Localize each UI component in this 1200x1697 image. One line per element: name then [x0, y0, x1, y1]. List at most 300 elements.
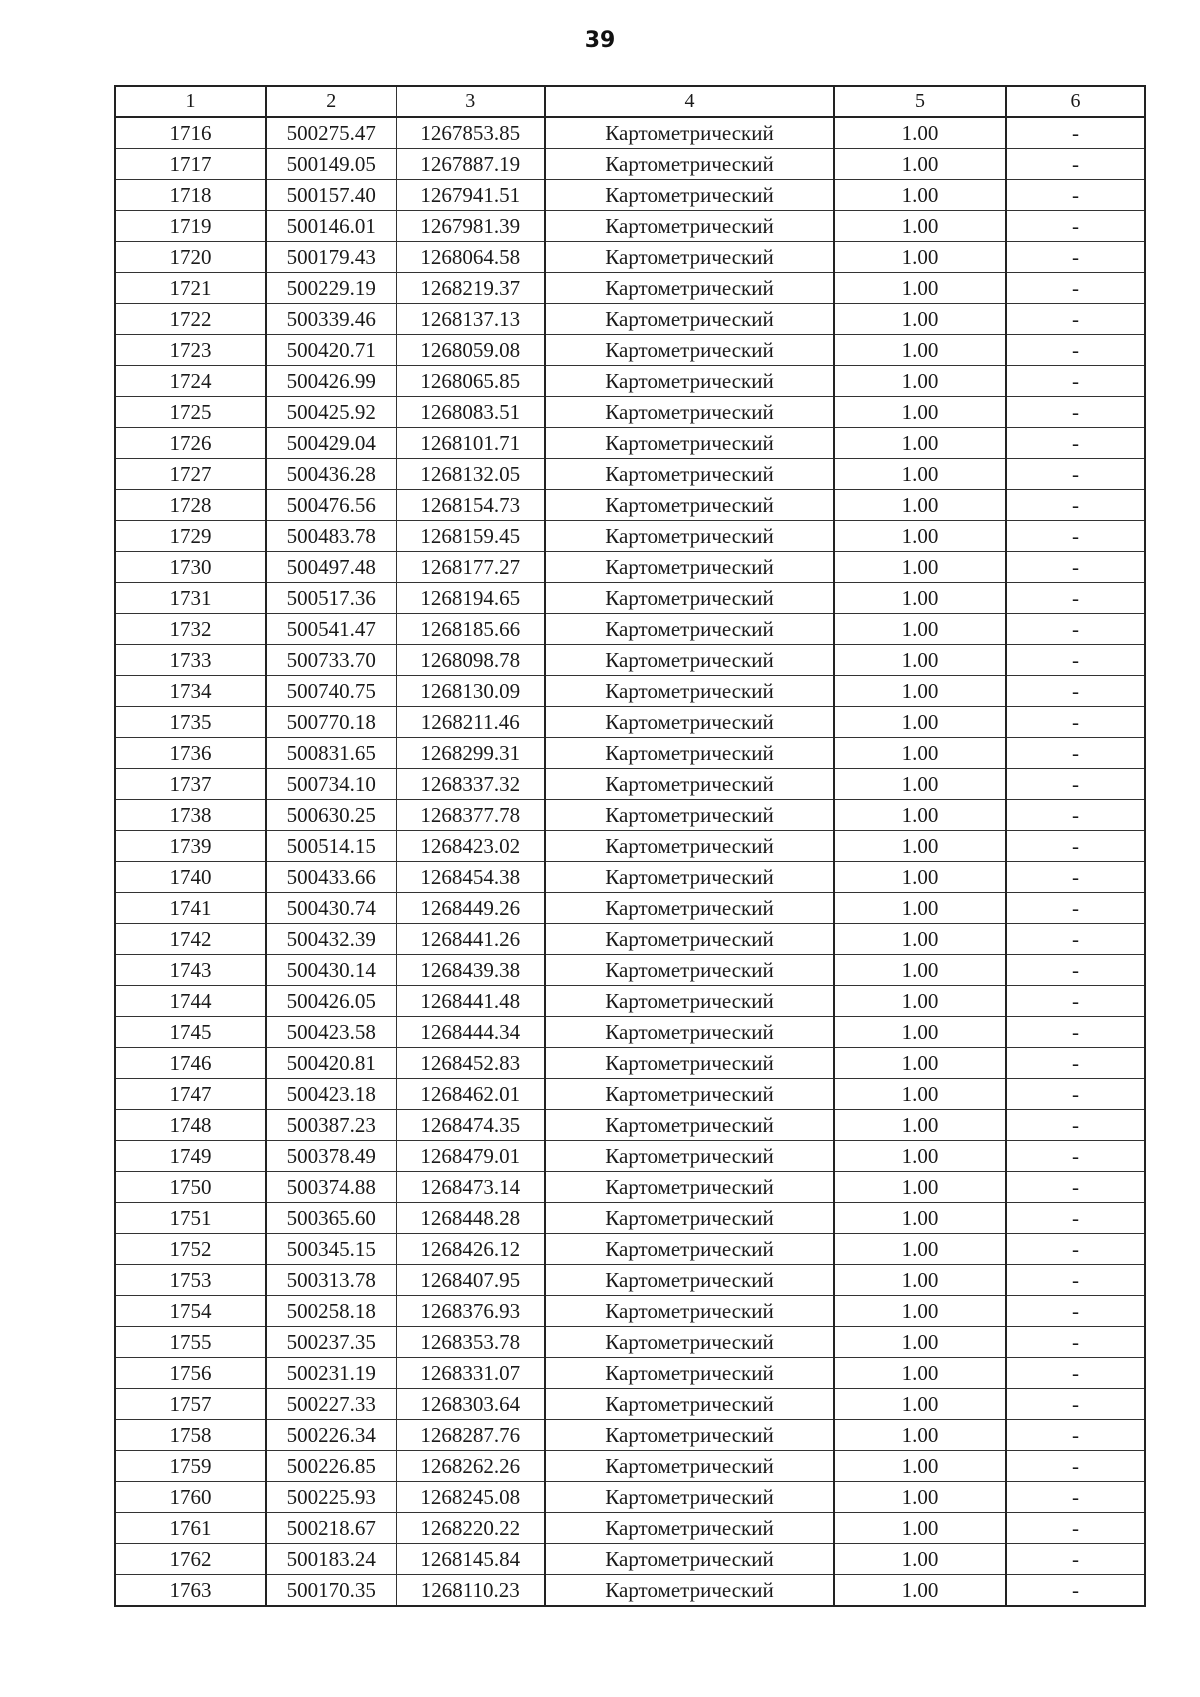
x-coordinate-cell: 500146.01 [266, 211, 396, 242]
table-row [115, 304, 1145, 335]
note-cell: - [1006, 242, 1145, 273]
point-number-cell: 1729 [115, 521, 266, 552]
accuracy-cell: 1.00 [834, 1358, 1006, 1389]
accuracy-cell: 1.00 [834, 707, 1006, 738]
method-cell: Картометрический [545, 1513, 834, 1544]
y-coordinate-cell: 1267853.85 [396, 117, 545, 149]
accuracy-cell: 1.00 [834, 149, 1006, 180]
y-coordinate-cell: 1268452.83 [396, 1048, 545, 1079]
y-coordinate-cell: 1268101.71 [396, 428, 545, 459]
note-cell: - [1006, 1389, 1145, 1420]
accuracy-cell: 1.00 [834, 1079, 1006, 1110]
x-coordinate-cell: 500426.05 [266, 986, 396, 1017]
x-coordinate-cell: 500374.88 [266, 1172, 396, 1203]
column-header-1: 1 [115, 86, 266, 117]
point-number-cell: 1757 [115, 1389, 266, 1420]
accuracy-cell: 1.00 [834, 1265, 1006, 1296]
accuracy-cell: 1.00 [834, 1513, 1006, 1544]
note-cell: - [1006, 335, 1145, 366]
y-coordinate-cell: 1268065.85 [396, 366, 545, 397]
column-header-2: 2 [266, 86, 396, 117]
note-cell: - [1006, 211, 1145, 242]
table-row [115, 1451, 1145, 1482]
point-number-cell: 1759 [115, 1451, 266, 1482]
x-coordinate-cell: 500430.14 [266, 955, 396, 986]
x-coordinate-cell: 500517.36 [266, 583, 396, 614]
accuracy-cell: 1.00 [834, 614, 1006, 645]
column-header-3: 3 [396, 86, 545, 117]
note-cell: - [1006, 1265, 1145, 1296]
point-number-cell: 1749 [115, 1141, 266, 1172]
x-coordinate-cell: 500429.04 [266, 428, 396, 459]
method-cell: Картометрический [545, 893, 834, 924]
note-cell: - [1006, 769, 1145, 800]
note-cell: - [1006, 1296, 1145, 1327]
point-number-cell: 1722 [115, 304, 266, 335]
accuracy-cell: 1.00 [834, 117, 1006, 149]
method-cell: Картометрический [545, 1389, 834, 1420]
note-cell: - [1006, 1327, 1145, 1358]
note-cell: - [1006, 552, 1145, 583]
x-coordinate-cell: 500179.43 [266, 242, 396, 273]
point-number-cell: 1763 [115, 1575, 266, 1607]
note-cell: - [1006, 1110, 1145, 1141]
x-coordinate-cell: 500476.56 [266, 490, 396, 521]
y-coordinate-cell: 1268444.34 [396, 1017, 545, 1048]
point-number-cell: 1741 [115, 893, 266, 924]
note-cell: - [1006, 707, 1145, 738]
table-row [115, 738, 1145, 769]
accuracy-cell: 1.00 [834, 676, 1006, 707]
note-cell: - [1006, 1420, 1145, 1451]
note-cell: - [1006, 1048, 1145, 1079]
point-number-cell: 1726 [115, 428, 266, 459]
x-coordinate-cell: 500183.24 [266, 1544, 396, 1575]
x-coordinate-cell: 500541.47 [266, 614, 396, 645]
method-cell: Картометрический [545, 924, 834, 955]
table-body [115, 117, 1145, 1606]
table-row [115, 769, 1145, 800]
table-row [115, 335, 1145, 366]
accuracy-cell: 1.00 [834, 1234, 1006, 1265]
note-cell: - [1006, 304, 1145, 335]
accuracy-cell: 1.00 [834, 428, 1006, 459]
x-coordinate-cell: 500218.67 [266, 1513, 396, 1544]
note-cell: - [1006, 986, 1145, 1017]
accuracy-cell: 1.00 [834, 738, 1006, 769]
point-number-cell: 1735 [115, 707, 266, 738]
x-coordinate-cell: 500733.70 [266, 645, 396, 676]
point-number-cell: 1760 [115, 1482, 266, 1513]
accuracy-cell: 1.00 [834, 180, 1006, 211]
accuracy-cell: 1.00 [834, 769, 1006, 800]
x-coordinate-cell: 500345.15 [266, 1234, 396, 1265]
table-row [115, 180, 1145, 211]
page-number: 39 [584, 28, 616, 53]
point-number-cell: 1743 [115, 955, 266, 986]
table-row [115, 986, 1145, 1017]
x-coordinate-cell: 500740.75 [266, 676, 396, 707]
method-cell: Картометрический [545, 459, 834, 490]
y-coordinate-cell: 1268449.26 [396, 893, 545, 924]
y-coordinate-cell: 1268064.58 [396, 242, 545, 273]
table-row [115, 1575, 1145, 1607]
table-row [115, 645, 1145, 676]
x-coordinate-cell: 500497.48 [266, 552, 396, 583]
accuracy-cell: 1.00 [834, 1575, 1006, 1607]
y-coordinate-cell: 1268441.48 [396, 986, 545, 1017]
method-cell: Картометрический [545, 1017, 834, 1048]
y-coordinate-cell: 1268154.73 [396, 490, 545, 521]
method-cell: Картометрический [545, 552, 834, 583]
point-number-cell: 1737 [115, 769, 266, 800]
y-coordinate-cell: 1268132.05 [396, 459, 545, 490]
method-cell: Картометрический [545, 1079, 834, 1110]
x-coordinate-cell: 500387.23 [266, 1110, 396, 1141]
x-coordinate-cell: 500420.81 [266, 1048, 396, 1079]
accuracy-cell: 1.00 [834, 521, 1006, 552]
accuracy-cell: 1.00 [834, 397, 1006, 428]
point-number-cell: 1762 [115, 1544, 266, 1575]
point-number-cell: 1723 [115, 335, 266, 366]
accuracy-cell: 1.00 [834, 242, 1006, 273]
note-cell: - [1006, 490, 1145, 521]
x-coordinate-cell: 500231.19 [266, 1358, 396, 1389]
table-row [115, 1172, 1145, 1203]
table-row [115, 366, 1145, 397]
note-cell: - [1006, 800, 1145, 831]
note-cell: - [1006, 521, 1145, 552]
y-coordinate-cell: 1267941.51 [396, 180, 545, 211]
point-number-cell: 1746 [115, 1048, 266, 1079]
table-row [115, 1203, 1145, 1234]
accuracy-cell: 1.00 [834, 304, 1006, 335]
note-cell: - [1006, 1234, 1145, 1265]
method-cell: Картометрический [545, 1544, 834, 1575]
x-coordinate-cell: 500436.28 [266, 459, 396, 490]
point-number-cell: 1728 [115, 490, 266, 521]
y-coordinate-cell: 1268110.23 [396, 1575, 545, 1607]
method-cell: Картометрический [545, 800, 834, 831]
method-cell: Картометрический [545, 955, 834, 986]
x-coordinate-cell: 500225.93 [266, 1482, 396, 1513]
point-number-cell: 1747 [115, 1079, 266, 1110]
method-cell: Картометрический [545, 583, 834, 614]
y-coordinate-cell: 1268303.64 [396, 1389, 545, 1420]
point-number-cell: 1750 [115, 1172, 266, 1203]
x-coordinate-cell: 500433.66 [266, 862, 396, 893]
y-coordinate-cell: 1267887.19 [396, 149, 545, 180]
column-header-6: 6 [1006, 86, 1145, 117]
y-coordinate-cell: 1268439.38 [396, 955, 545, 986]
method-cell: Картометрический [545, 490, 834, 521]
point-number-cell: 1745 [115, 1017, 266, 1048]
y-coordinate-cell: 1268454.38 [396, 862, 545, 893]
note-cell: - [1006, 862, 1145, 893]
note-cell: - [1006, 1451, 1145, 1482]
accuracy-cell: 1.00 [834, 1544, 1006, 1575]
point-number-cell: 1761 [115, 1513, 266, 1544]
note-cell: - [1006, 1172, 1145, 1203]
accuracy-cell: 1.00 [834, 1482, 1006, 1513]
table-row [115, 800, 1145, 831]
table-row [115, 862, 1145, 893]
x-coordinate-cell: 500378.49 [266, 1141, 396, 1172]
note-cell: - [1006, 1482, 1145, 1513]
point-number-cell: 1725 [115, 397, 266, 428]
note-cell: - [1006, 273, 1145, 304]
point-number-cell: 1744 [115, 986, 266, 1017]
method-cell: Картометрический [545, 1358, 834, 1389]
accuracy-cell: 1.00 [834, 986, 1006, 1017]
table-row [115, 459, 1145, 490]
x-coordinate-cell: 500339.46 [266, 304, 396, 335]
method-cell: Картометрический [545, 1420, 834, 1451]
point-number-cell: 1736 [115, 738, 266, 769]
point-number-cell: 1724 [115, 366, 266, 397]
table-row [115, 1513, 1145, 1544]
y-coordinate-cell: 1268353.78 [396, 1327, 545, 1358]
method-cell: Картометрический [545, 1296, 834, 1327]
accuracy-cell: 1.00 [834, 335, 1006, 366]
coordinates-table [114, 85, 1146, 1607]
x-coordinate-cell: 500149.05 [266, 149, 396, 180]
method-cell: Картометрический [545, 831, 834, 862]
accuracy-cell: 1.00 [834, 924, 1006, 955]
note-cell: - [1006, 1575, 1145, 1607]
note-cell: - [1006, 1141, 1145, 1172]
note-cell: - [1006, 583, 1145, 614]
y-coordinate-cell: 1268219.37 [396, 273, 545, 304]
note-cell: - [1006, 1017, 1145, 1048]
accuracy-cell: 1.00 [834, 552, 1006, 583]
note-cell: - [1006, 676, 1145, 707]
point-number-cell: 1731 [115, 583, 266, 614]
note-cell: - [1006, 117, 1145, 149]
table-row [115, 1079, 1145, 1110]
note-cell: - [1006, 614, 1145, 645]
method-cell: Картометрический [545, 117, 834, 149]
method-cell: Картометрический [545, 707, 834, 738]
table-row [115, 1544, 1145, 1575]
method-cell: Картометрический [545, 1327, 834, 1358]
table-row [115, 614, 1145, 645]
table-row [115, 1234, 1145, 1265]
method-cell: Картометрический [545, 1234, 834, 1265]
method-cell: Картометрический [545, 1141, 834, 1172]
method-cell: Картометрический [545, 242, 834, 273]
table-row [115, 1482, 1145, 1513]
y-coordinate-cell: 1268098.78 [396, 645, 545, 676]
accuracy-cell: 1.00 [834, 211, 1006, 242]
method-cell: Картометрический [545, 769, 834, 800]
method-cell: Картометрический [545, 397, 834, 428]
note-cell: - [1006, 831, 1145, 862]
y-coordinate-cell: 1268145.84 [396, 1544, 545, 1575]
note-cell: - [1006, 180, 1145, 211]
point-number-cell: 1734 [115, 676, 266, 707]
accuracy-cell: 1.00 [834, 1327, 1006, 1358]
y-coordinate-cell: 1268376.93 [396, 1296, 545, 1327]
note-cell: - [1006, 1203, 1145, 1234]
point-number-cell: 1752 [115, 1234, 266, 1265]
x-coordinate-cell: 500229.19 [266, 273, 396, 304]
point-number-cell: 1738 [115, 800, 266, 831]
accuracy-cell: 1.00 [834, 1172, 1006, 1203]
table-row [115, 1265, 1145, 1296]
table-row [115, 211, 1145, 242]
x-coordinate-cell: 500483.78 [266, 521, 396, 552]
x-coordinate-cell: 500275.47 [266, 117, 396, 149]
note-cell: - [1006, 149, 1145, 180]
point-number-cell: 1727 [115, 459, 266, 490]
y-coordinate-cell: 1268423.02 [396, 831, 545, 862]
y-coordinate-cell: 1268462.01 [396, 1079, 545, 1110]
x-coordinate-cell: 500157.40 [266, 180, 396, 211]
accuracy-cell: 1.00 [834, 1420, 1006, 1451]
x-coordinate-cell: 500237.35 [266, 1327, 396, 1358]
x-coordinate-cell: 500770.18 [266, 707, 396, 738]
method-cell: Картометрический [545, 1265, 834, 1296]
table-row [115, 552, 1145, 583]
point-number-cell: 1748 [115, 1110, 266, 1141]
table-row [115, 893, 1145, 924]
method-cell: Картометрический [545, 1110, 834, 1141]
x-coordinate-cell: 500831.65 [266, 738, 396, 769]
point-number-cell: 1730 [115, 552, 266, 583]
table-row [115, 1296, 1145, 1327]
y-coordinate-cell: 1268185.66 [396, 614, 545, 645]
y-coordinate-cell: 1268337.32 [396, 769, 545, 800]
column-header-5: 5 [834, 86, 1006, 117]
accuracy-cell: 1.00 [834, 955, 1006, 986]
accuracy-cell: 1.00 [834, 800, 1006, 831]
y-coordinate-cell: 1268211.46 [396, 707, 545, 738]
point-number-cell: 1717 [115, 149, 266, 180]
point-number-cell: 1721 [115, 273, 266, 304]
x-coordinate-cell: 500430.74 [266, 893, 396, 924]
method-cell: Картометрический [545, 428, 834, 459]
table-row [115, 583, 1145, 614]
table-header-row [115, 86, 1145, 117]
y-coordinate-cell: 1268441.26 [396, 924, 545, 955]
accuracy-cell: 1.00 [834, 862, 1006, 893]
method-cell: Картометрический [545, 180, 834, 211]
note-cell: - [1006, 893, 1145, 924]
note-cell: - [1006, 397, 1145, 428]
accuracy-cell: 1.00 [834, 831, 1006, 862]
x-coordinate-cell: 500227.33 [266, 1389, 396, 1420]
y-coordinate-cell: 1268448.28 [396, 1203, 545, 1234]
point-number-cell: 1732 [115, 614, 266, 645]
y-coordinate-cell: 1268194.65 [396, 583, 545, 614]
accuracy-cell: 1.00 [834, 893, 1006, 924]
point-number-cell: 1739 [115, 831, 266, 862]
x-coordinate-cell: 500514.15 [266, 831, 396, 862]
accuracy-cell: 1.00 [834, 645, 1006, 676]
y-coordinate-cell: 1268331.07 [396, 1358, 545, 1389]
x-coordinate-cell: 500420.71 [266, 335, 396, 366]
accuracy-cell: 1.00 [834, 583, 1006, 614]
method-cell: Картометрический [545, 738, 834, 769]
table-row [115, 149, 1145, 180]
y-coordinate-cell: 1268299.31 [396, 738, 545, 769]
table-row [115, 1420, 1145, 1451]
point-number-cell: 1742 [115, 924, 266, 955]
method-cell: Картометрический [545, 1172, 834, 1203]
method-cell: Картометрический [545, 304, 834, 335]
point-number-cell: 1756 [115, 1358, 266, 1389]
method-cell: Картометрический [545, 1482, 834, 1513]
y-coordinate-cell: 1268287.76 [396, 1420, 545, 1451]
table-row [115, 521, 1145, 552]
accuracy-cell: 1.00 [834, 1141, 1006, 1172]
y-coordinate-cell: 1268473.14 [396, 1172, 545, 1203]
point-number-cell: 1720 [115, 242, 266, 273]
y-coordinate-cell: 1268474.35 [396, 1110, 545, 1141]
x-coordinate-cell: 500226.34 [266, 1420, 396, 1451]
note-cell: - [1006, 459, 1145, 490]
table-row [115, 273, 1145, 304]
x-coordinate-cell: 500170.35 [266, 1575, 396, 1607]
note-cell: - [1006, 1079, 1145, 1110]
point-number-cell: 1718 [115, 180, 266, 211]
x-coordinate-cell: 500423.58 [266, 1017, 396, 1048]
accuracy-cell: 1.00 [834, 366, 1006, 397]
x-coordinate-cell: 500425.92 [266, 397, 396, 428]
y-coordinate-cell: 1268137.13 [396, 304, 545, 335]
x-coordinate-cell: 500313.78 [266, 1265, 396, 1296]
method-cell: Картометрический [545, 1203, 834, 1234]
x-coordinate-cell: 500258.18 [266, 1296, 396, 1327]
y-coordinate-cell: 1268059.08 [396, 335, 545, 366]
method-cell: Картометрический [545, 521, 834, 552]
y-coordinate-cell: 1268130.09 [396, 676, 545, 707]
accuracy-cell: 1.00 [834, 490, 1006, 521]
x-coordinate-cell: 500630.25 [266, 800, 396, 831]
y-coordinate-cell: 1268159.45 [396, 521, 545, 552]
accuracy-cell: 1.00 [834, 1110, 1006, 1141]
table-row [115, 676, 1145, 707]
point-number-cell: 1755 [115, 1327, 266, 1358]
method-cell: Картометрический [545, 986, 834, 1017]
method-cell: Картометрический [545, 1048, 834, 1079]
note-cell: - [1006, 1544, 1145, 1575]
column-header-4: 4 [545, 86, 834, 117]
method-cell: Картометрический [545, 366, 834, 397]
method-cell: Картометрический [545, 645, 834, 676]
method-cell: Картометрический [545, 1451, 834, 1482]
note-cell: - [1006, 645, 1145, 676]
method-cell: Картометрический [545, 1575, 834, 1607]
x-coordinate-cell: 500226.85 [266, 1451, 396, 1482]
method-cell: Картометрический [545, 676, 834, 707]
note-cell: - [1006, 428, 1145, 459]
method-cell: Картометрический [545, 273, 834, 304]
x-coordinate-cell: 500734.10 [266, 769, 396, 800]
accuracy-cell: 1.00 [834, 1451, 1006, 1482]
note-cell: - [1006, 955, 1145, 986]
y-coordinate-cell: 1268262.26 [396, 1451, 545, 1482]
point-number-cell: 1716 [115, 117, 266, 149]
y-coordinate-cell: 1268479.01 [396, 1141, 545, 1172]
x-coordinate-cell: 500365.60 [266, 1203, 396, 1234]
table-row [115, 1017, 1145, 1048]
note-cell: - [1006, 366, 1145, 397]
x-coordinate-cell: 500423.18 [266, 1079, 396, 1110]
y-coordinate-cell: 1268245.08 [396, 1482, 545, 1513]
accuracy-cell: 1.00 [834, 1296, 1006, 1327]
